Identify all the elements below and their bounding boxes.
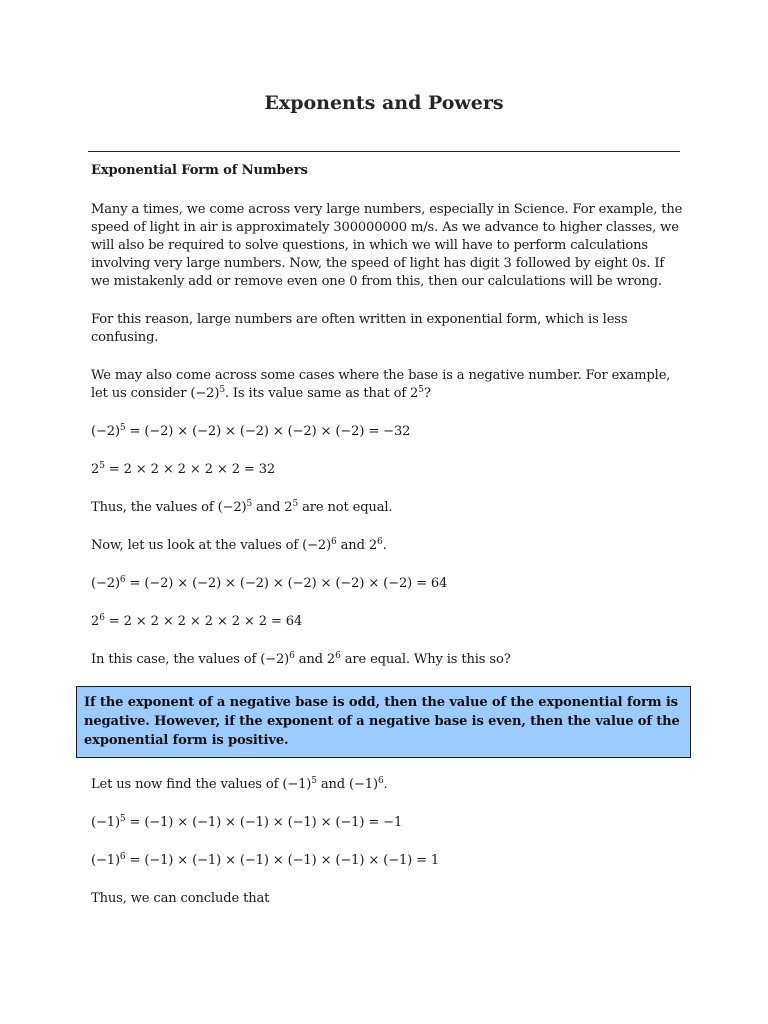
equation-2-pow5: $2^5 = 2 \times 2 \times 2 \times 2 \times 2 = 32$ bbox=[91, 461, 276, 477]
page-title: Exponents and Powers bbox=[264, 92, 504, 114]
rule-callout-box: If the exponent of a negative base is odd, then the value of the exponential form is negative. However, if the exponent of a negative base is even, then the value of the exponential form is positive. bbox=[76, 686, 691, 758]
neg1-intro: Let us now find the values of $(-1)^5$ and $(-1)^6$. bbox=[91, 776, 388, 792]
document-body bbox=[91, 162, 685, 689]
equation-neg1-pow6: $(-1)^6 = (-1) \times (-1) \times (-1) \times (-1) \times (-1) \times (-1) = 1$ bbox=[91, 852, 440, 868]
equation-neg2-pow6: $(-2)^6 = (-2) \times (-2) \times (-2) \times (-2) \times (-2) \times (-2) = 64$ bbox=[91, 575, 448, 591]
equation-neg2-pow5: $(-2)^5 = (-2) \times (-2) \times (-2) \times (-2) \times (-2) = -32$ bbox=[91, 423, 411, 439]
document-body-continued bbox=[91, 776, 685, 928]
exponential-form-paragraph: For this reason, large numbers are often written in exponential form, which is less confusing. bbox=[91, 312, 628, 345]
equation-2-pow6: $2^6 = 2 \times 2 \times 2 \times 2 \times 2 \times 2 = 64$ bbox=[91, 613, 303, 629]
equation-neg1-pow5: $(-1)^5 = (-1) \times (-1) \times (-1) \times (-1) \times (-1) = -1$ bbox=[91, 814, 403, 830]
intro-paragraph: Many a times, we come across very large numbers, especially in Science. For example, the speed of light in air is approximately 300000000 m/s. As we advance to higher classes, we will also be required to solve questions, in which we will have to perform calculations involving very large numbers. Now, the speed of light has digit 3 followed by eight 0s. If we mistakenly add or remove even one 0 from this, then our calculations will be wrong. bbox=[91, 202, 683, 289]
equal-statement: In this case, the values of $(-2)^6$ and $2^6$ are equal. Why is this so? bbox=[91, 651, 511, 667]
not-equal-statement: Thus, the values of $(-2)^5$ and $2^5$ are not equal. bbox=[91, 499, 393, 515]
section-heading: Exponential Form of Numbers bbox=[91, 163, 308, 178]
power6-intro: Now, let us look at the values of $(-2)^6$ and $2^6$. bbox=[91, 537, 387, 553]
negative-base-paragraph: We may also come across some cases where the base is a negative number. For example, let us consider $(-2)^5$. Is its value same as that of $2^5$? bbox=[91, 368, 671, 401]
title-divider bbox=[88, 151, 680, 152]
conclusion-line: Thus, we can conclude that bbox=[91, 891, 270, 906]
